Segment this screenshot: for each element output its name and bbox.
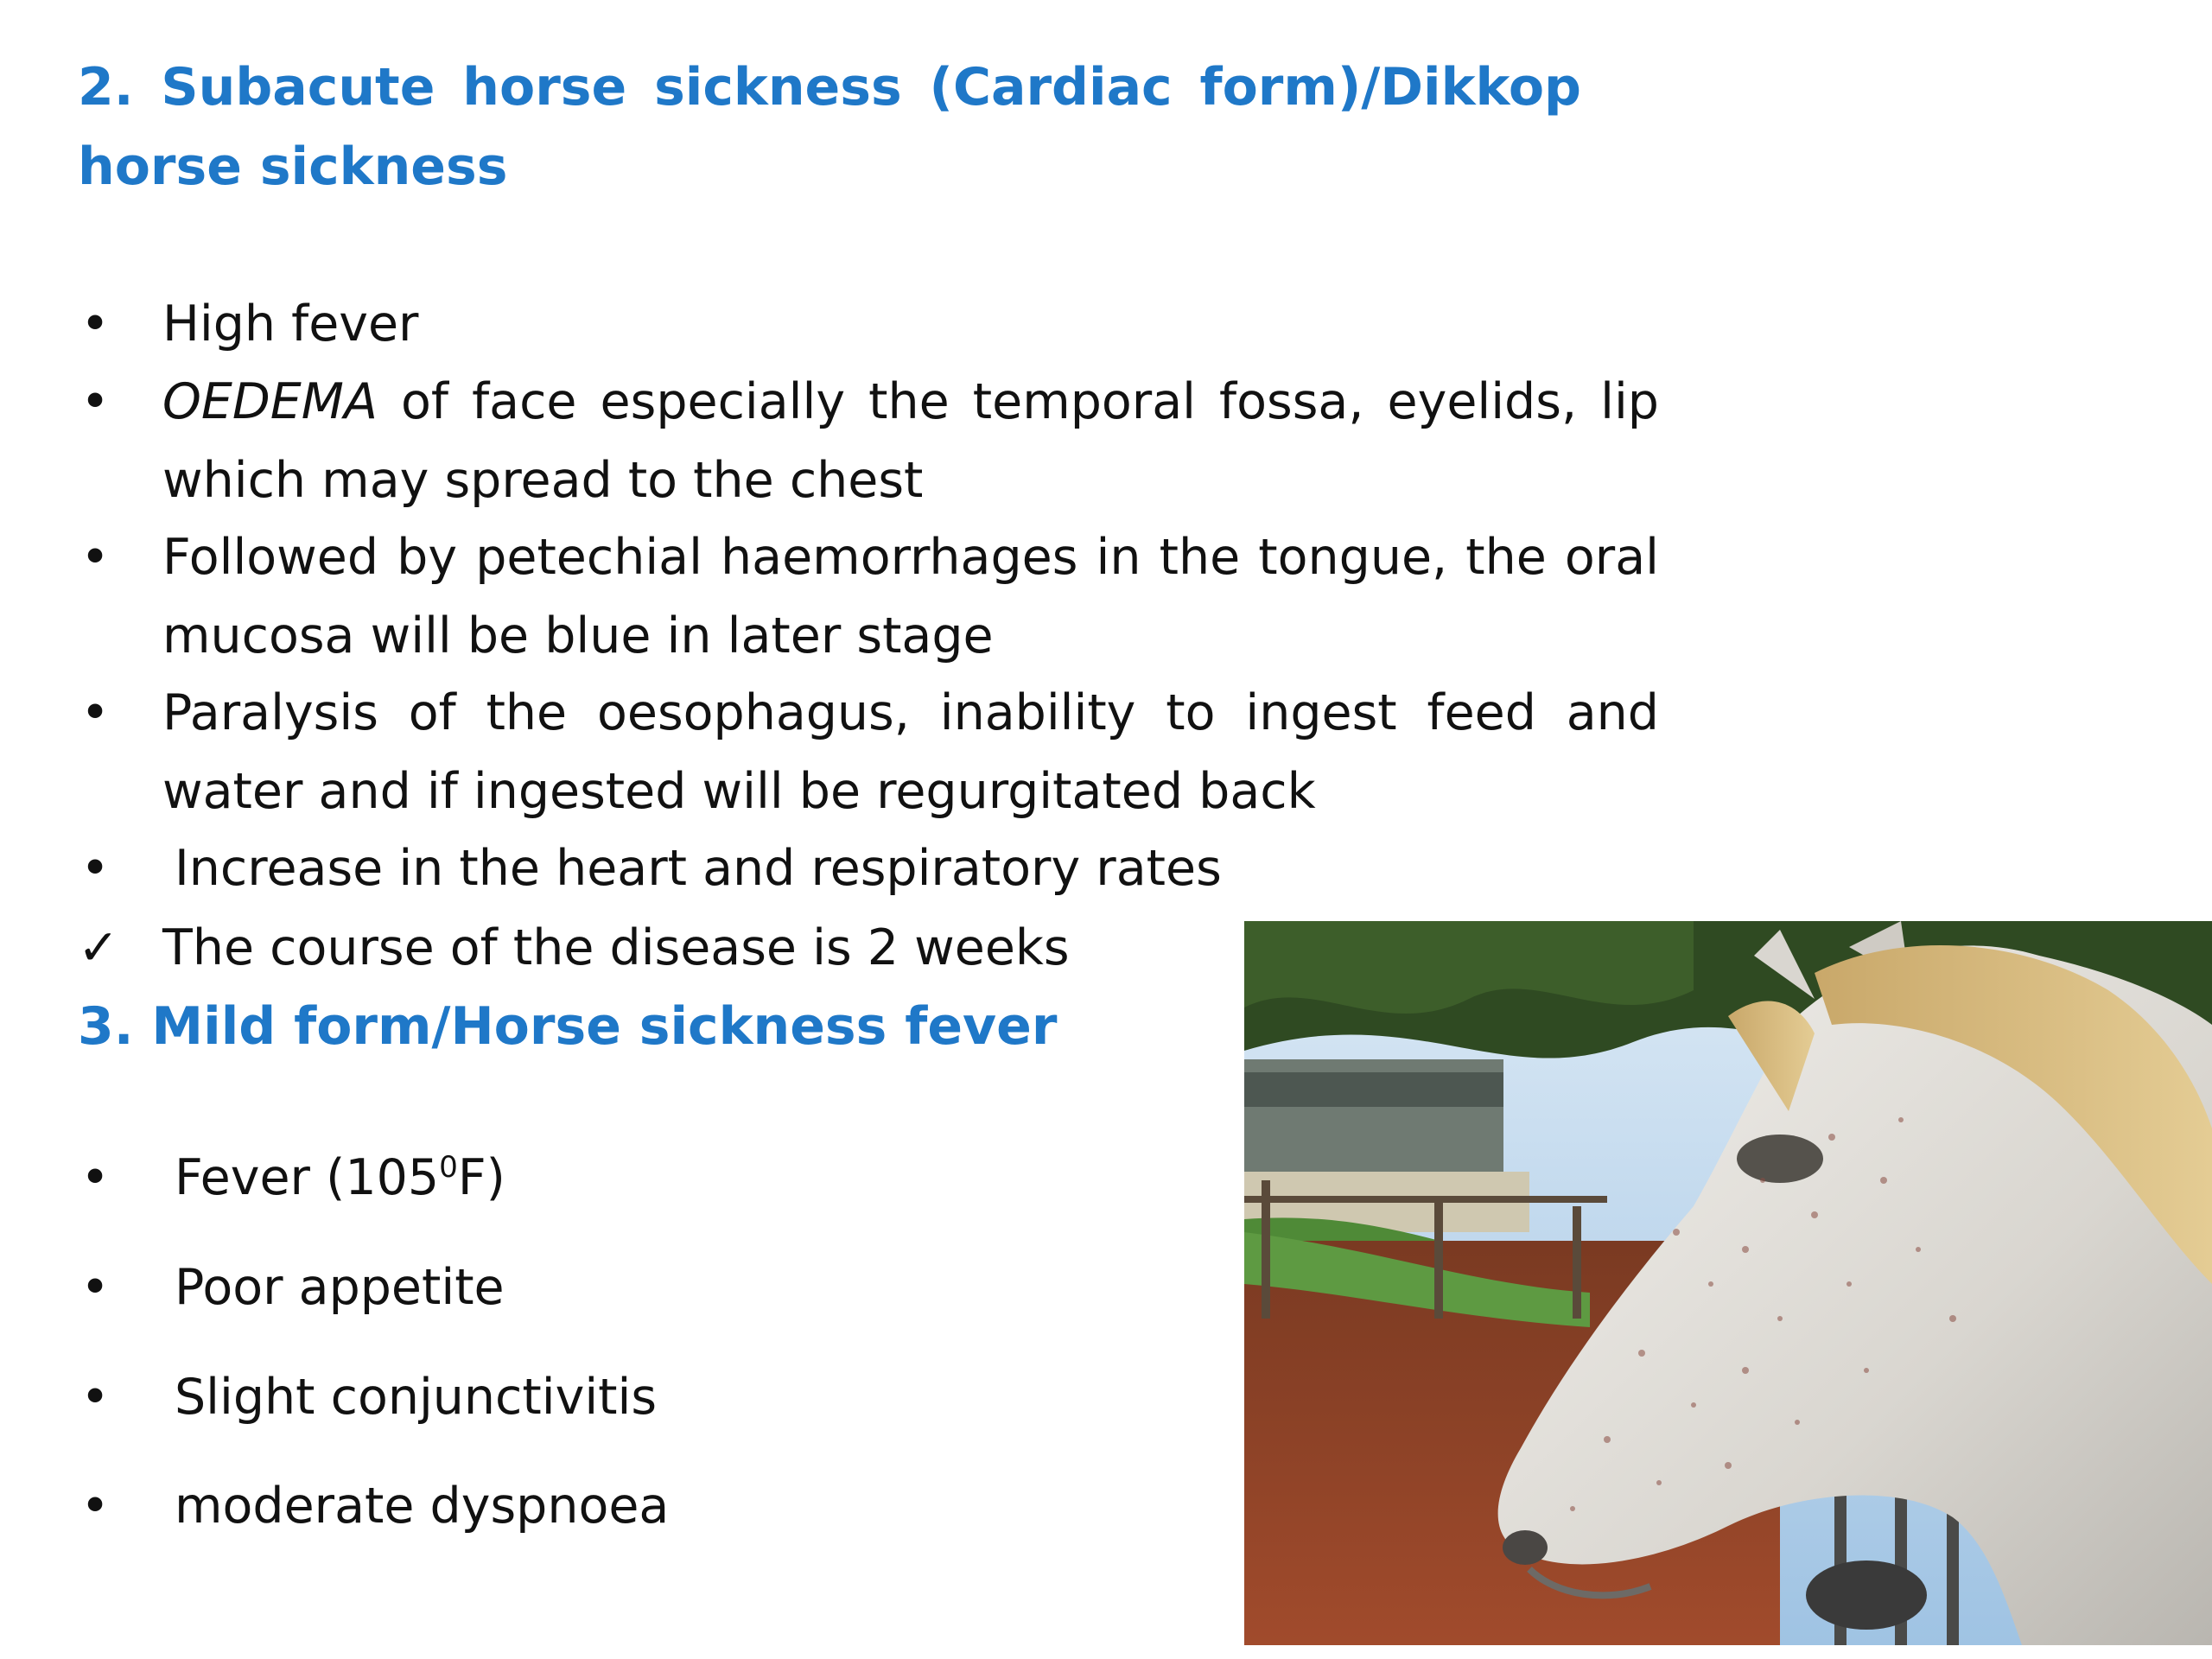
list-item-text: Increase in the heart and respiratory rates (175, 840, 1222, 897)
bullet-icon: • (80, 1259, 110, 1316)
list-item-text: Paralysis of the oesophagus, inability to ingest feed and water and if ingested will be regurgitated back (162, 684, 1659, 820)
section-3-heading: 3. Mild form/Horse sickness fever (78, 996, 1058, 1057)
section-2-heading: 2. Subacute horse sickness (Cardiac form)/Dikkop horse sickness (78, 57, 1581, 197)
list-item-text: High fever (162, 296, 419, 353)
list-item-text: Slight conjunctivitis (175, 1369, 658, 1426)
list-item-text (175, 1139, 505, 1217)
check-icon: ✓ (78, 919, 119, 976)
list-item-text-rest: of face especially the temporal fossa, eyelids, lip which may spread to the chest (162, 373, 1659, 509)
bullet-icon: • (80, 1478, 110, 1535)
list-item-text: moderate dyspnoea (175, 1478, 670, 1535)
bullet-icon: • (80, 1149, 110, 1206)
bullet-icon: • (80, 1369, 110, 1426)
degree-superscript: 0 (439, 1150, 458, 1185)
bullet-icon: • (80, 373, 110, 430)
bullet-icon: • (80, 684, 110, 741)
list-item-text (162, 363, 1659, 520)
fever-unit: F) (457, 1149, 505, 1206)
bullet-icon: • (80, 529, 110, 586)
list-item-text: The course of the disease is 2 weeks (162, 919, 1070, 976)
fever-text: Fever (105 (175, 1149, 440, 1206)
list-item-text: Poor appetite (175, 1259, 505, 1316)
bullet-icon: • (80, 840, 110, 897)
oedema-emphasis: OEDEMA (162, 373, 378, 430)
list-item-text: Followed by petechial haemorrhages in the tongue, the oral mucosa will be blue in later stage (162, 529, 1659, 664)
horse-photo (1244, 921, 2212, 1645)
bullet-icon: • (80, 296, 110, 353)
